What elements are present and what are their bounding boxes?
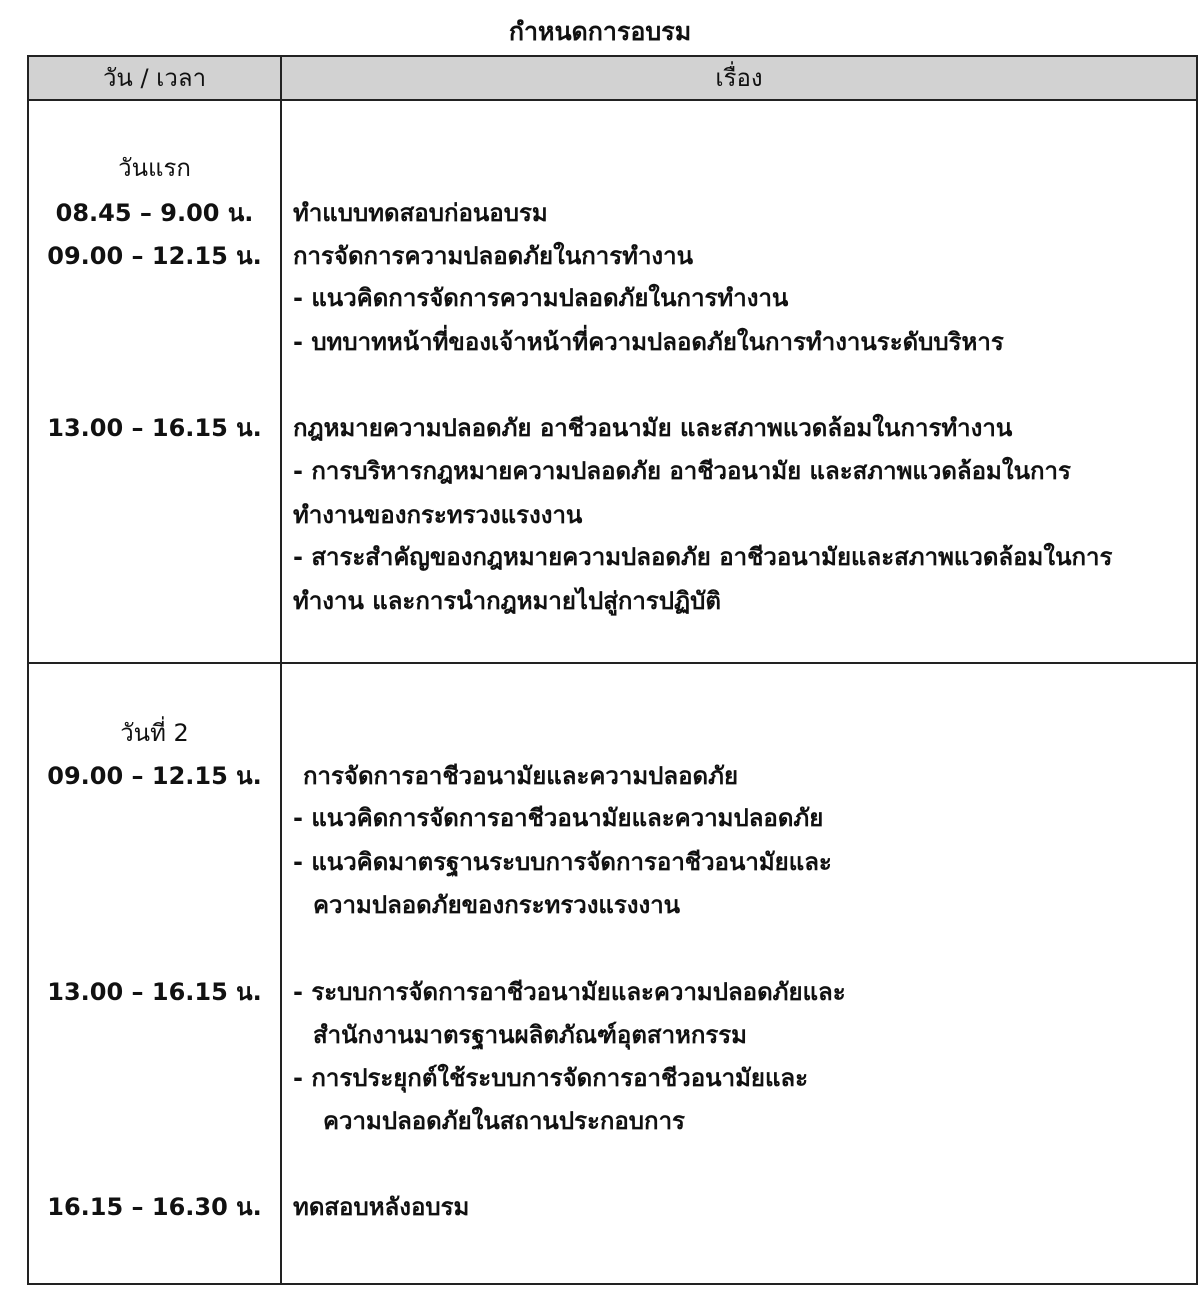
session-subtopic: - การบริหารกฎหมายความปลอดภัย อาชีวอนามัย และสภาพแวดล้อมในการ xyxy=(293,457,1071,485)
session-subtopic: - สาระสำคัญของกฎหมายความปลอดภัย อาชีวอนามัยและสภาพแวดล้อมในการ xyxy=(293,543,1113,571)
session-subtopic: - แนวคิดการจัดการอาชีวอนามัยและความปลอดภัย xyxy=(293,804,824,832)
session-topic: กฎหมายความปลอดภัย อาชีวอนามัย และสภาพแวดล้อมในการทำงาน xyxy=(293,414,1013,442)
row-divider xyxy=(29,662,1196,664)
session-time: 09.00 – 12.15 น. xyxy=(47,242,262,270)
session-topic: ทำแบบทดสอบก่อนอบรม xyxy=(293,199,548,227)
session-topic: การจัดการความปลอดภัยในการทำงาน xyxy=(293,242,694,270)
session-topic: ทดสอบหลังอบรม xyxy=(293,1193,470,1221)
session-time: 09.00 – 12.15 น. xyxy=(47,762,262,790)
session-time: 08.45 – 9.00 น. xyxy=(55,199,254,227)
session-subtopic: - ระบบการจัดการอาชีวอนามัยและความปลอดภัยและ xyxy=(293,978,846,1006)
table-header xyxy=(29,57,1196,101)
session-subtopic: - บทบาทหน้าที่ของเจ้าหน้าที่ความปลอดภัยในการทำงานระดับบริหาร xyxy=(293,328,1004,356)
session-subtopic: - แนวคิดการจัดการความปลอดภัยในการทำงาน xyxy=(293,284,789,312)
session-time: 13.00 – 16.15 น. xyxy=(47,414,262,442)
header-time: วัน / เวลา xyxy=(102,64,207,92)
page-title: กำหนดการอบรม xyxy=(508,17,692,46)
session-subtopic-continued: สำนักงานมาตรฐานผลิตภัณฑ์อุตสาหกรรม xyxy=(313,1021,748,1049)
day-label: วันที่ 2 xyxy=(120,719,189,747)
session-time: 13.00 – 16.15 น. xyxy=(47,978,262,1006)
session-subtopic-continued: ทำงาน และการนำกฎหมายไปสู่การปฏิบัติ xyxy=(293,587,721,615)
column-divider xyxy=(280,57,282,1283)
session-subtopic: - แนวคิดมาตรฐานระบบการจัดการอาชีวอนามัยและ xyxy=(293,848,832,876)
header-topic: เรื่อง xyxy=(715,64,763,92)
session-subtopic: - การประยุกต์ใช้ระบบการจัดการอาชีวอนามัยและ xyxy=(293,1064,809,1092)
session-time: 16.15 – 16.30 น. xyxy=(47,1193,262,1221)
session-subtopic-continued: ทำงานของกระทรวงแรงงาน xyxy=(293,501,583,529)
session-subtopic-continued: ความปลอดภัยในสถานประกอบการ xyxy=(323,1107,685,1135)
day-label: วันแรก xyxy=(118,154,191,182)
session-subtopic-continued: ความปลอดภัยของกระทรวงแรงงาน xyxy=(313,891,681,919)
schedule-table xyxy=(27,55,1198,1285)
session-topic: การจัดการอาชีวอนามัยและความปลอดภัย xyxy=(303,762,738,790)
